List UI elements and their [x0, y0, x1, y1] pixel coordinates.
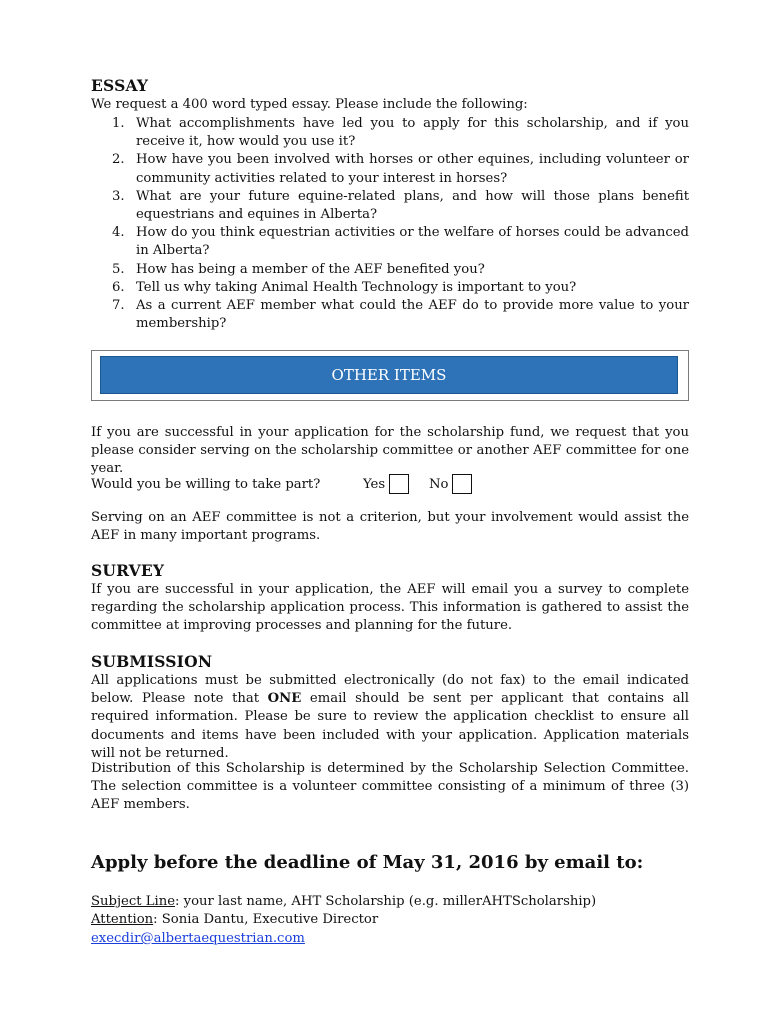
submission-text-a: All applications must be submitted electronically (do not fax) to the email indicated below. Please note that: [91, 673, 689, 707]
list-item: [91, 151, 689, 187]
list-item: [91, 188, 689, 224]
subject-line-label: Subject Line: [91, 894, 176, 909]
attention-label: Attention: [91, 912, 154, 927]
committee-note: Serving on an AEF committee is not a criterion, but your involvement would assist the AEF in many important programs.: [91, 510, 689, 544]
list-text: How do you think equestrian activities or the welfare of horses could be advanced in Alberta?: [136, 225, 689, 259]
email-link[interactable]: execdir@albertaequestrian.com: [91, 931, 305, 946]
list-item: [91, 224, 689, 260]
committee-paragraph: If you are successful in your application for the scholarship fund, we request that you please consider serving on the scholarship committee or another AEF committee for one year.: [91, 425, 689, 477]
submission-heading: SUBMISSION: [91, 652, 213, 671]
list-number: 4.: [112, 225, 125, 241]
list-text: As a current AEF member what could the AEF do to provide more value to your membership?: [136, 298, 689, 332]
list-number: 3.: [112, 188, 125, 204]
subject-line-value: : your last name, AHT Scholarship (e.g. millerAHTScholarship): [175, 894, 597, 909]
list-item: [91, 297, 689, 333]
list-text: Tell us why taking Animal Health Technology is important to you?: [136, 279, 577, 295]
list-item: [91, 279, 689, 297]
submission-emphasis: ONE: [267, 691, 302, 707]
no-label: No: [429, 477, 449, 492]
list-item: [91, 261, 689, 279]
list-number: 1.: [112, 116, 125, 131]
list-number: 5.: [112, 261, 125, 277]
yes-label: Yes: [363, 477, 386, 492]
essay-question-list: [91, 115, 689, 333]
willing-question-row: [91, 474, 689, 498]
distribution-paragraph: Distribution of this Scholarship is determined by the Scholarship Selection Committee. The selection committee is a volunteer committee consisting of a minimum of three (3) AEF members.: [91, 761, 689, 813]
list-number: 2.: [112, 152, 125, 168]
attention-row: [91, 911, 689, 929]
subject-line-row: [91, 893, 689, 911]
no-checkbox[interactable]: [452, 474, 472, 494]
submission-text-b: email should be sent per applicant that contains all required information. Please be sure to review the application checklist to ensure all documents and items have been included with your application. Application materials will not be returned.: [91, 691, 689, 761]
list-number: 7.: [112, 298, 125, 314]
survey-paragraph: If you are successful in your application, the AEF will email you a survey to complete regarding the scholarship application process. This information is gathered to assist the committee at improving processes and planning for the future.: [91, 582, 689, 634]
list-text: How has being a member of the AEF benefited you?: [136, 261, 485, 277]
yes-checkbox[interactable]: [389, 474, 409, 494]
email-row: [91, 930, 305, 948]
list-number: 6.: [112, 279, 125, 295]
list-text: How have you been involved with horses or other equines, including volunteer or community activities related to your interest in horses?: [136, 152, 689, 186]
list-item: [91, 115, 689, 151]
attention-value: : Sonia Dantu, Executive Director: [153, 912, 379, 927]
essay-heading: ESSAY: [91, 76, 149, 95]
survey-heading: SURVEY: [91, 561, 165, 580]
list-text: What are your future equine-related plans, and how will those plans benefit equestrians and equines in Alberta?: [136, 188, 689, 223]
willing-question: Would you be willing to take part?: [91, 477, 321, 492]
essay-intro: We request a 400 word typed essay. Please include the following:: [91, 97, 528, 112]
list-text: What accomplishments have led you to apply for this scholarship, and if you receive it, how would you use it?: [136, 116, 689, 150]
other-items-banner: OTHER ITEMS: [100, 356, 678, 394]
submission-paragraph: [91, 672, 689, 763]
deadline-title: Apply before the deadline of May 31, 2016 by email to:: [91, 852, 644, 873]
other-items-frame: [91, 350, 689, 401]
